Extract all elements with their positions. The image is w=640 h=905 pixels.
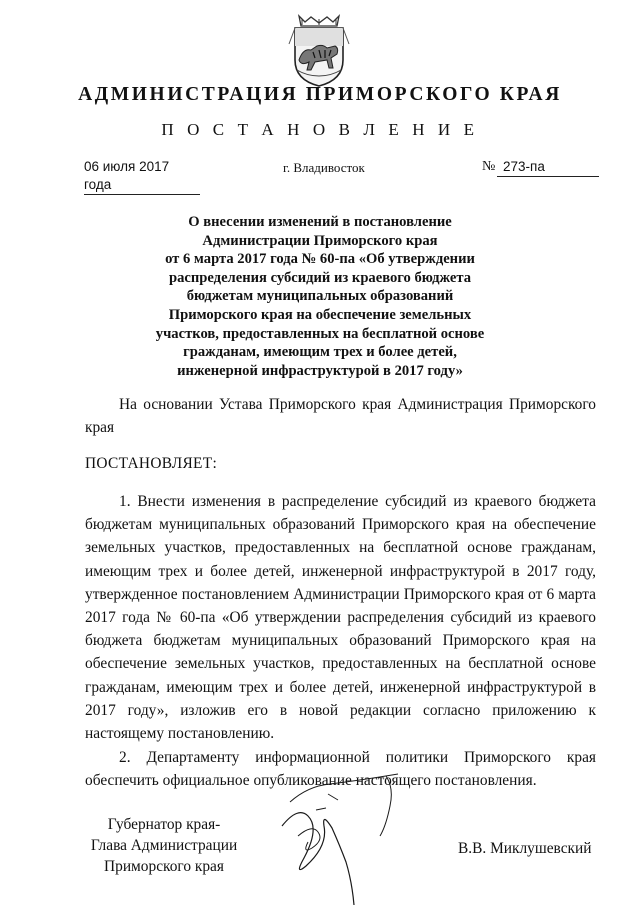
document-type: П О С Т А Н О В Л Е Н И Е xyxy=(161,120,479,139)
organization-title: АДМИНИСТРАЦИЯ ПРИМОРСКОГО КРАЯ xyxy=(78,84,562,105)
handwritten-signature-icon xyxy=(268,766,438,905)
item-2-paragraph: 2. Департаменту информационной политики Приморского края обеспечить официальное опубликование настоящего постановления. xyxy=(85,749,596,790)
document-meta-row xyxy=(0,158,640,192)
heading-line: от 6 марта 2017 года № 60-па «Об утверждении xyxy=(165,251,475,268)
document-number-label: № xyxy=(482,159,496,174)
signer-title-line: Глава Администрации xyxy=(90,837,238,854)
heading-line: Приморского края на обеспечение земельных xyxy=(168,306,472,323)
resolves-heading: ПОСТАНОВЛЯЕТ: xyxy=(85,455,218,472)
signer-name: В.В. Миклушевский xyxy=(458,840,592,857)
heading-line: Администрации Приморского края xyxy=(202,232,438,249)
signer-title-line: Приморского края xyxy=(104,858,224,875)
document-heading xyxy=(150,213,490,380)
document-city: г. Владивосток xyxy=(283,160,365,175)
heading-line: бюджетам муниципальных образований xyxy=(186,288,454,305)
basis-paragraph: На основании Устава Приморского края Администрация Приморского края xyxy=(85,396,596,437)
signer-title-line: Губернатор края- xyxy=(107,816,221,833)
heading-line: участков, предоставленных на бесплатной основе xyxy=(155,325,485,342)
heading-line: распределения субсидий из краевого бюджета xyxy=(168,269,472,286)
heading-line: инженерной инфраструктурой в 2017 году» xyxy=(177,362,463,379)
item-1-paragraph: 1. Внести изменения в распределение субсидий из краевого бюджета бюджетам муниципальных образований Приморского края на обеспечение земельных участков, предоставленных на бесплатной основе гражданам, имеющим трех и более детей, инженерной инфраструктурой в 2017 году, утвержденное постановлением Администрации Приморского края от 6 марта 2017 года № 60-па «Об утверждении распределения субсидий из краевого бюджета бюджетам муниципальных образований Приморского края на обеспечение земельных участков, предоставленных на бесплатной основе гражданам, имеющим трех и более детей, инженерной инфраструктурой в 2017 году», изложив его в новой редакции согласно приложению к настоящему постановлению. xyxy=(85,493,596,743)
primorye-coat-of-arms-icon xyxy=(285,14,353,88)
signer-title xyxy=(78,814,250,877)
heading-line: гражданам, имеющим трех и более детей, xyxy=(183,344,457,361)
heading-line: О внесении изменений в постановление xyxy=(188,214,452,230)
document-number: 273-па xyxy=(497,158,599,177)
document-date: 06 июля 2017 года xyxy=(84,158,200,195)
